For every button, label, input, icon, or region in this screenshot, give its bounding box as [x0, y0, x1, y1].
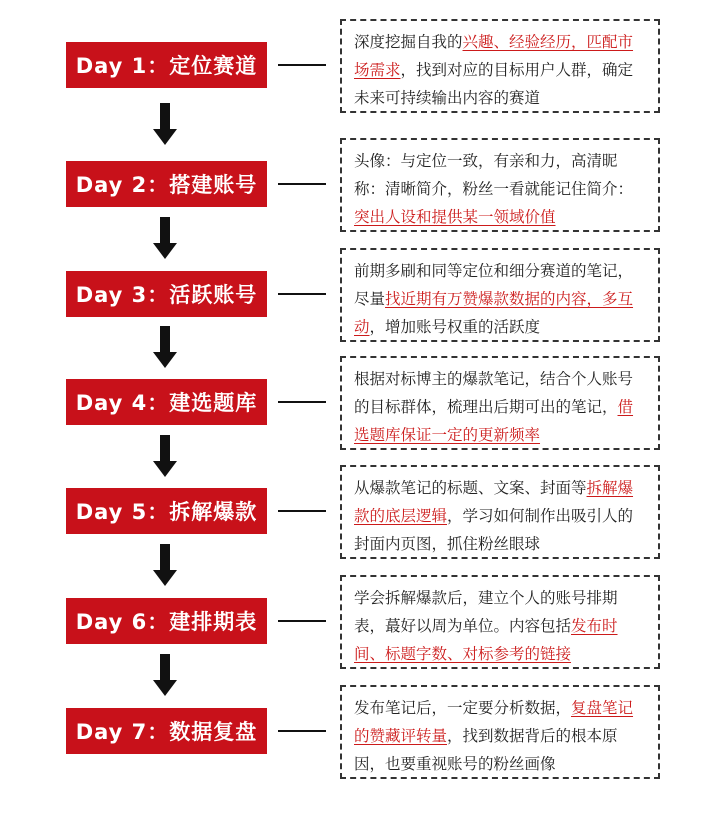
highlighted-text: 复盘笔记的赞藏评转量 [354, 699, 634, 745]
description-box [340, 138, 660, 232]
description-text: 深度挖掘自我的 [354, 33, 463, 51]
description-text: 发布笔记后，一定要分析数据， [354, 699, 572, 717]
step-row-day-7 [0, 685, 702, 779]
connector-line [278, 510, 326, 512]
step-row-day-4 [0, 356, 702, 450]
description-text: 头像：与定位一致，有亲和力，高清昵称：清晰简介，粉丝一看就能记住简介： [354, 152, 634, 198]
highlighted-text: 拆解爆款的底层逻辑 [354, 479, 634, 525]
description-box [340, 356, 660, 450]
description-text: ，学习如何制作出吸引人的封面内页图，抓住粉丝眼球 [354, 507, 634, 553]
description-box [340, 19, 660, 113]
step-row-day-2 [0, 138, 702, 232]
description-box [340, 685, 660, 779]
highlighted-text: 兴趣、经验经历，匹配市场需求 [354, 33, 634, 79]
connector-line [278, 401, 326, 403]
highlighted-text: 发布时间、标题字数、对标参考的链接 [354, 617, 618, 663]
step-row-day-3 [0, 248, 702, 342]
day-label-box: Day 5：拆解爆款 [66, 488, 267, 534]
description-text: 从爆款笔记的标题、文案、封面等 [354, 479, 587, 497]
description-text: 前期多刷和同等定位和细分赛道的笔记，尽量 [354, 262, 634, 308]
day-label-box: Day 7：数据复盘 [66, 708, 267, 754]
description-box [340, 465, 660, 559]
connector-line [278, 183, 326, 185]
day-label-box: Day 3：活跃账号 [66, 271, 267, 317]
connector-line [278, 293, 326, 295]
step-row-day-1 [0, 19, 702, 113]
day-label-box: Day 6：建排期表 [66, 598, 267, 644]
highlighted-text: 借选题库保证一定的更新频率 [354, 398, 634, 444]
step-row-day-5 [0, 465, 702, 559]
step-row-day-6 [0, 575, 702, 669]
highlighted-text: 突出人设和提供某一领域价值 [354, 208, 556, 226]
connector-line [278, 64, 326, 66]
description-text: 根据对标博主的爆款笔记，结合个人账号的目标群体，梳理出后期可出的笔记， [354, 370, 634, 416]
highlighted-text: 找近期有万赞爆款数据的内容，多互动 [354, 290, 634, 336]
connector-line [278, 620, 326, 622]
description-text: ，找到对应的目标用户人群，确定未来可持续输出内容的赛道 [354, 61, 634, 107]
day-label-box: Day 2：搭建账号 [66, 161, 267, 207]
day-label-box: Day 4：建选题库 [66, 379, 267, 425]
description-text: ，增加账号权重的活跃度 [369, 318, 541, 336]
description-box [340, 575, 660, 669]
description-text: 学会拆解爆款后，建立个人的账号排期表，蕞好以周为单位。内容包括 [354, 589, 618, 635]
day-label-box: Day 1：定位赛道 [66, 42, 267, 88]
connector-line [278, 730, 326, 732]
description-text: ，找到数据背后的根本原因，也要重视账号的粉丝画像 [354, 727, 618, 773]
description-box [340, 248, 660, 342]
